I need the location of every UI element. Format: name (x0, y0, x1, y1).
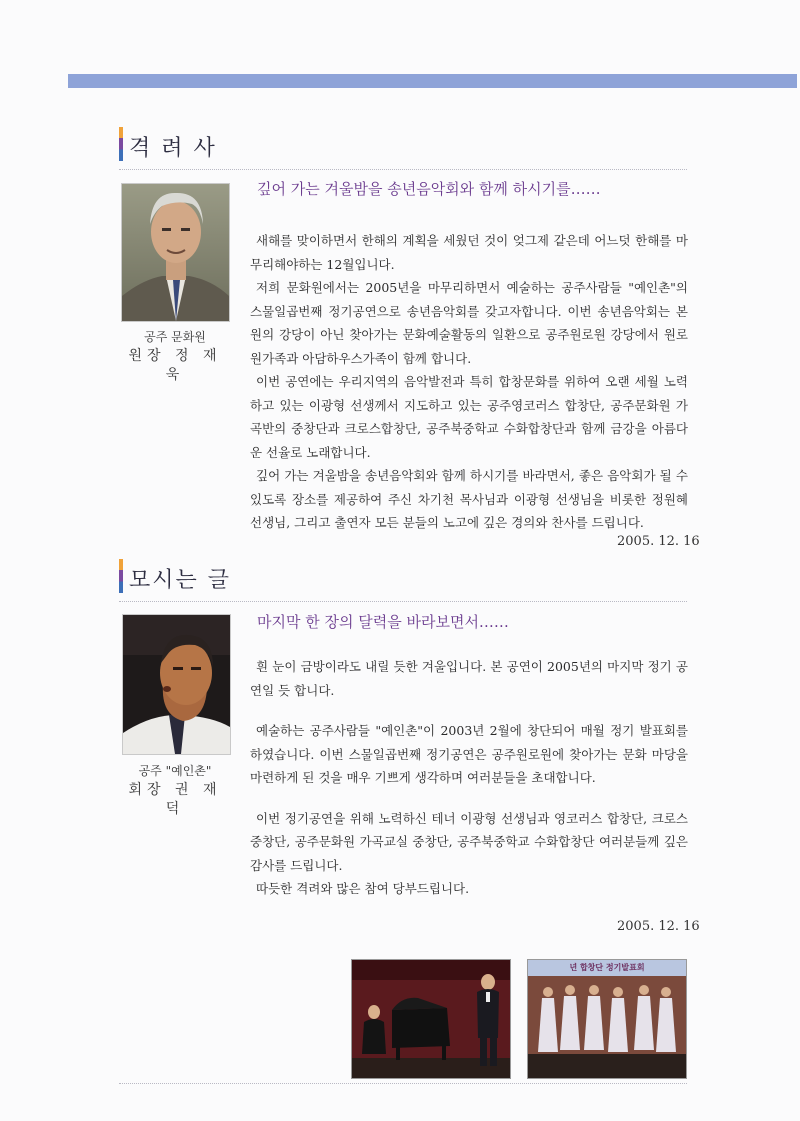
caption-org: 공주 문화원 (144, 330, 206, 344)
top-accent-bar (68, 74, 797, 88)
portrait-president-image (123, 615, 230, 754)
greeting-body (250, 229, 688, 535)
heading-accent-mark (119, 559, 123, 593)
heading-accent-mark (119, 127, 123, 161)
choir-performance-image (528, 960, 686, 1078)
paragraph: 예술하는 공주사람들 "예인촌"이 2003년 2월에 창단되어 매월 정기 발표회를 하였습니다. 이번 스물일곱번째 정기공연은 공주원로원에 찾아가는 문화 마당을 마련하게 된 것을 매우 기쁘게 생각하며 여러분들을 초대합니다. (250, 723, 688, 785)
paragraph: 이번 공연에는 우리지역의 음악발전과 특히 합창문화를 위하여 오랜 세월 노력하고 있는 이광형 선생께서 지도하고 있는 공주영코러스 합창단, 공주문화원 가곡반의 중창단과 크로스합창단, 공주북중학교 수화합창단과 함께 금강을 아름다운 선율로 노래합니다. (250, 374, 688, 460)
caption-org: 공주 "예인촌" (138, 764, 212, 778)
date-label: 2005. 12. 16 (617, 534, 700, 549)
section-subtitle: 깊어 가는 겨울밤을 송년음악회와 함께 하시기를…… (257, 180, 601, 198)
divider (119, 601, 687, 602)
piano-performance-image (352, 960, 510, 1078)
caption-name: 원장 정 재 욱 (128, 348, 222, 383)
performance-photo-piano (351, 959, 511, 1079)
stage-banner-text: 년 합창단 정기발표회 (569, 963, 645, 972)
paragraph: 저희 문화원에서는 2005년을 마무리하면서 예술하는 공주사람들 "예인촌"의 스물일곱번째 정기공연으로 송년음악회를 갖고자합니다. 이번 송년음악회는 본원의 강당이 아닌 찾아가는 문화예술활동의 일환으로 공주원로원 강당에서 원로원가족과 아담하우스가족이 함께 합니다. (250, 280, 688, 366)
section-title: 모시는 글 (129, 568, 232, 593)
section-title: 격 려 사 (129, 136, 217, 161)
date-label: 2005. 12. 16 (617, 919, 700, 934)
photo-caption-president (116, 762, 234, 819)
divider (119, 169, 687, 170)
photo-caption-director (118, 328, 232, 385)
performance-photo-choir (527, 959, 687, 1079)
invitation-body (250, 655, 688, 901)
portrait-photo-director (121, 183, 230, 322)
portrait-photo-president (122, 614, 231, 755)
paragraph: 깊어 가는 겨울밤을 송년음악회와 함께 하시기를 바라면서, 좋은 음악회가 될 수 있도록 장소를 제공하여 주신 차기천 목사님과 이광형 선생님을 비롯한 정원혜 선생님, 그리고 출연자 모든 분들의 노고에 깊은 경의와 찬사를 드립니다. (250, 468, 688, 530)
paragraph: 이번 정기공연을 위해 노력하신 테너 이광형 선생님과 영코러스 합창단, 크로스 중창단, 공주문화원 가곡교실 중창단, 공주북중학교 수화합창단 여러분들께 깊은 감사를 드립니다. (250, 810, 688, 873)
paragraph: 새해를 맞이하면서 한해의 계획을 세웠던 것이 엊그제 같은데 어느덧 한해를 마무리해야하는 12월입니다. (250, 233, 688, 272)
paragraph: 따듯한 격려와 많은 참여 당부드립니다. (256, 881, 470, 896)
portrait-director-image (122, 184, 229, 321)
caption-name: 회장 권 재 덕 (128, 782, 222, 817)
bottom-divider (119, 1083, 687, 1084)
section-subtitle: 마지막 한 장의 달력을 바라보면서…… (257, 613, 509, 631)
paragraph: 흰 눈이 금방이라도 내릴 듯한 겨울입니다. 본 공연이 2005년의 마지막 정기 공연일 듯 합니다. (250, 659, 688, 698)
